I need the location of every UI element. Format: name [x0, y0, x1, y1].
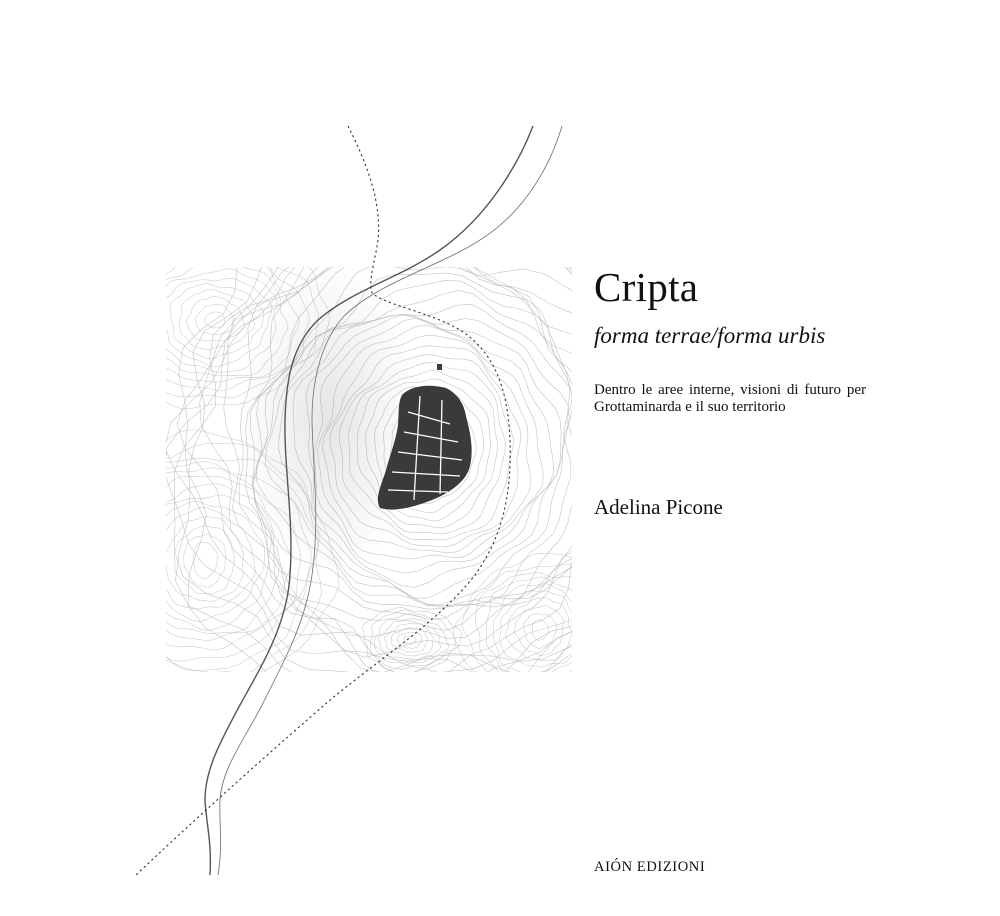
book-subtitle: forma terrae/forma urbis — [594, 323, 826, 348]
book-title: Cripta — [594, 264, 699, 310]
contour-line — [475, 573, 607, 693]
contour-line — [398, 632, 422, 648]
contour-line — [193, 542, 217, 579]
book-author: Adelina Picone — [594, 495, 723, 519]
valley-shading — [240, 260, 420, 580]
contour-line — [184, 534, 226, 587]
contour-line — [165, 517, 244, 602]
contour-line — [486, 577, 599, 684]
contour-line — [404, 636, 416, 644]
contour-line — [150, 501, 265, 621]
contour-lines — [74, 165, 712, 724]
publisher-name: AIÓN EDIZIONI — [594, 859, 706, 875]
contour-line — [462, 564, 612, 699]
contour-line — [379, 619, 441, 660]
contour-line — [136, 495, 271, 630]
book-description: Dentro le aree interne, visioni di futuro per Grottaminarda e il suo territorio — [594, 382, 866, 415]
